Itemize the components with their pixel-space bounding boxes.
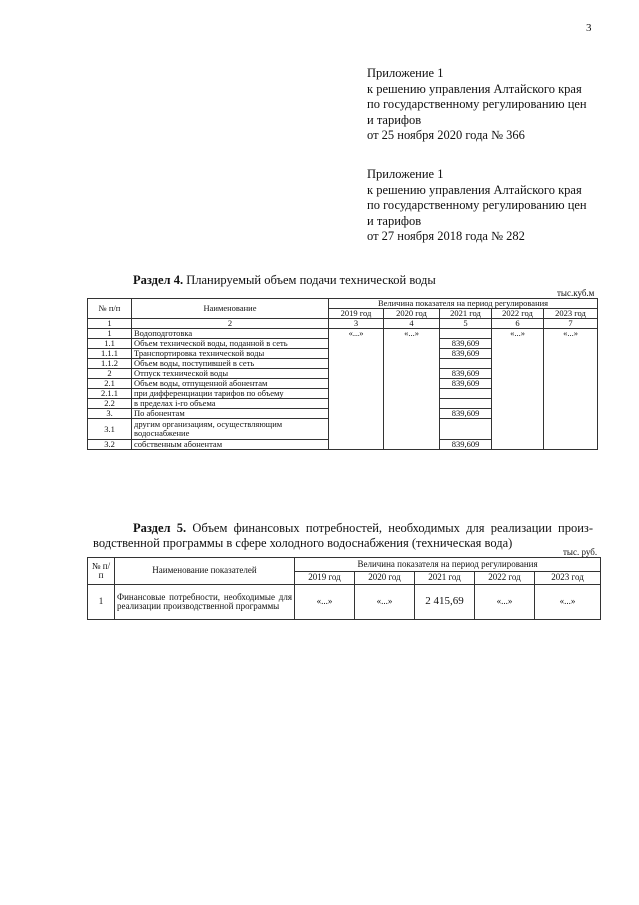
table-row: [88, 585, 601, 620]
table-row: [88, 389, 598, 399]
table-row: [88, 419, 598, 440]
table-row: [88, 339, 598, 349]
row-num: 1: [88, 329, 132, 339]
row-num: 3.: [88, 409, 132, 419]
row-name: Финансовые потребности, необходимые для реализации производственной программы: [115, 585, 295, 620]
row-name: Отпуск технической воды: [132, 369, 329, 379]
col-number: 3: [329, 319, 384, 329]
row-name: при дифференциации тарифов по объему: [132, 389, 329, 399]
cell-2023: [544, 359, 598, 369]
cell-2022: [492, 349, 544, 359]
header-year-2021: 2021 год: [440, 309, 492, 319]
cell-2023: [544, 369, 598, 379]
header-year-2022: 2022 год: [492, 309, 544, 319]
appendix-line: Приложение 1: [367, 66, 444, 80]
cell-2022: [492, 339, 544, 349]
cell-2023: «...»: [544, 329, 598, 339]
appendix-line: и тарифов: [367, 213, 422, 228]
cell-2019: «...»: [295, 585, 355, 620]
col-number: 4: [384, 319, 440, 329]
table-row: [88, 399, 598, 409]
cell-2019: [329, 389, 384, 399]
appendix-line: Приложение 1: [367, 167, 444, 181]
cell-2022: [492, 389, 544, 399]
section4-title: [133, 273, 436, 288]
cell-2020: [384, 349, 440, 359]
cell-2021: 839,609: [440, 409, 492, 419]
table-row: [88, 329, 598, 339]
cell-2022: [492, 359, 544, 369]
cell-2020: [384, 359, 440, 369]
cell-2021: 839,609: [440, 379, 492, 389]
appendix-line: к решению управления Алтайского края: [367, 81, 582, 96]
cell-2023: [544, 389, 598, 399]
appendix-header-current: [367, 66, 587, 144]
table-row: [88, 349, 598, 359]
cell-2021: [440, 329, 492, 339]
header-name: Наименование: [132, 299, 329, 319]
appendix-line: и тарифов: [367, 112, 422, 127]
table-row: [88, 359, 598, 369]
row-name: собственным абонентам: [132, 440, 329, 450]
cell-2021: 839,609: [440, 349, 492, 359]
cell-2019: [329, 369, 384, 379]
appendix-header-original: [367, 167, 587, 245]
appendix-line: от 25 ноября 2020 года № 366: [367, 128, 525, 142]
col-number: 7: [544, 319, 598, 329]
cell-2022: «...»: [475, 585, 535, 620]
cell-2022: [492, 419, 544, 440]
cell-2019: [329, 399, 384, 409]
row-name: другим организациям, осуществляющим водоснабжение: [132, 419, 329, 440]
section4-title-bold: Раздел 4.: [133, 273, 184, 287]
cell-2020: «...»: [384, 329, 440, 339]
row-name: в пределах i-го объема: [132, 399, 329, 409]
col-number: 6: [492, 319, 544, 329]
cell-2019: [329, 379, 384, 389]
cell-2021: [440, 389, 492, 399]
row-name: Объем технической воды, поданной в сеть: [132, 339, 329, 349]
cell-2023: [544, 349, 598, 359]
cell-2020: [384, 419, 440, 440]
header-group: Величина показателя на период регулирования: [329, 299, 598, 309]
row-num: 1.1.1: [88, 349, 132, 359]
cell-2023: [544, 419, 598, 440]
row-num: 2: [88, 369, 132, 379]
cell-2020: [384, 399, 440, 409]
cell-2019: «...»: [329, 329, 384, 339]
col-number: 1: [88, 319, 132, 329]
cell-2021: [440, 399, 492, 409]
header-year-2022: 2022 год: [475, 572, 535, 585]
header-num: № п/п: [88, 299, 132, 319]
cell-2020: [384, 389, 440, 399]
cell-2019: [329, 419, 384, 440]
cell-2020: [384, 339, 440, 349]
cell-2022: [492, 440, 544, 450]
cell-2020: [384, 409, 440, 419]
row-num: 2.1.1: [88, 389, 132, 399]
cell-2021: 839,609: [440, 440, 492, 450]
header-group: Величина показателя на период регулирования: [295, 558, 601, 572]
section5-title-line2: водственной программы в сфере холодного водоснабжения (техническая вода): [93, 536, 513, 550]
appendix-line: по государственному регулированию цен: [367, 198, 587, 212]
table-row: [88, 409, 598, 419]
appendix-line: по государственному регулированию цен: [367, 97, 587, 111]
col-number: 2: [132, 319, 329, 329]
cell-2019: [329, 359, 384, 369]
header-year-2023: 2023 год: [535, 572, 601, 585]
row-name: Водоподготовка: [132, 329, 329, 339]
section5-title-text: Объем финансовых потребностей, необходимых для реализации произ-: [186, 521, 593, 535]
table-row: [88, 379, 598, 389]
section5-title: [93, 521, 593, 551]
row-name: Транспортировка технической воды: [132, 349, 329, 359]
header-year-2020: 2020 год: [355, 572, 415, 585]
cell-2022: [492, 379, 544, 389]
page-number: 3: [586, 22, 592, 34]
cell-2021: [440, 419, 492, 440]
header-year-2023: 2023 год: [544, 309, 598, 319]
cell-2019: [329, 349, 384, 359]
row-num: 1.1: [88, 339, 132, 349]
cell-2020: «...»: [355, 585, 415, 620]
table-row: [88, 440, 598, 450]
header-year-2021: 2021 год: [415, 572, 475, 585]
cell-2019: [329, 339, 384, 349]
cell-2021: 2 415,69: [415, 585, 475, 620]
cell-2022: [492, 399, 544, 409]
row-num: 2.2: [88, 399, 132, 409]
col-number: 5: [440, 319, 492, 329]
section5-table: [87, 557, 601, 620]
section5-title-line1: [93, 521, 593, 536]
cell-2021: [440, 359, 492, 369]
cell-2019: [329, 440, 384, 450]
row-name: Объем воды, отпущенной абонентам: [132, 379, 329, 389]
cell-2023: [544, 379, 598, 389]
header-name: Наименование показателей: [115, 558, 295, 585]
header-year-2019: 2019 год: [295, 572, 355, 585]
cell-2021: 839,609: [440, 369, 492, 379]
row-name: По абонентам: [132, 409, 329, 419]
cell-2022: [492, 409, 544, 419]
cell-2023: [544, 339, 598, 349]
cell-2022: [492, 369, 544, 379]
row-num: 1.1.2: [88, 359, 132, 369]
cell-2021: 839,609: [440, 339, 492, 349]
header-year-2019: 2019 год: [329, 309, 384, 319]
row-num: 1: [88, 585, 115, 620]
section4-table: [87, 298, 598, 450]
row-num: 3.1: [88, 419, 132, 440]
section5-unit: тыс. руб.: [563, 547, 598, 557]
cell-2019: [329, 409, 384, 419]
appendix-line: к решению управления Алтайского края: [367, 182, 582, 197]
appendix-line: от 27 ноября 2018 года № 282: [367, 229, 525, 243]
section4-unit: тыс.куб.м: [557, 288, 595, 298]
table-row: [88, 369, 598, 379]
header-year-2020: 2020 год: [384, 309, 440, 319]
row-num: 2.1: [88, 379, 132, 389]
cell-2020: [384, 369, 440, 379]
cell-2020: [384, 440, 440, 450]
cell-2023: «...»: [535, 585, 601, 620]
header-num: № п/п: [88, 558, 115, 585]
cell-2023: [544, 409, 598, 419]
section4-title-text: Планируемый объем подачи технической воды: [183, 273, 436, 287]
cell-2020: [384, 379, 440, 389]
row-num: 3.2: [88, 440, 132, 450]
cell-2022: «...»: [492, 329, 544, 339]
row-name: Объем воды, поступившей в сеть: [132, 359, 329, 369]
section5-title-bold: Раздел 5.: [133, 521, 187, 535]
cell-2023: [544, 399, 598, 409]
cell-2023: [544, 440, 598, 450]
